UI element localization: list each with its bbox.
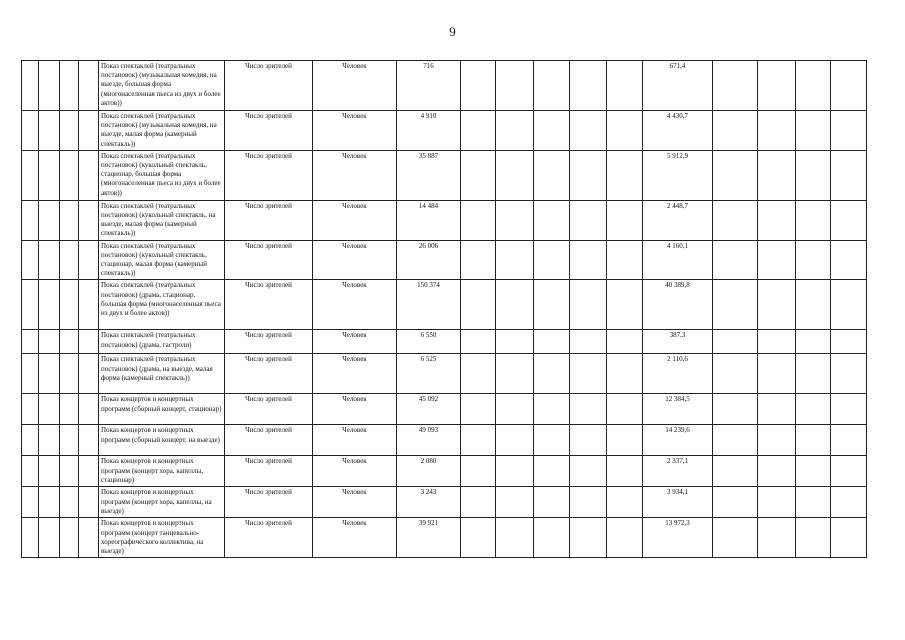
empty-cell <box>713 111 758 151</box>
service-name-cell: Показ концертов и концертных программ (сборный концерт, на выезде) <box>99 425 225 456</box>
empty-cell <box>831 425 867 456</box>
amount-cell: 5 912,9 <box>643 150 713 200</box>
volume-cell: 2 080 <box>397 456 461 487</box>
empty-cell <box>758 487 796 518</box>
unit-cell: Человек <box>313 354 397 394</box>
empty-cell <box>570 425 607 456</box>
table-row <box>22 518 867 558</box>
empty-cell <box>39 354 60 394</box>
empty-cell <box>796 456 831 487</box>
empty-cell <box>461 456 496 487</box>
empty-cell <box>758 394 796 425</box>
empty-cell <box>570 394 607 425</box>
service-name-cell: Показ спектаклей (театральных постановок) (драма, на выезде, малая форма (камерный спектакль)) <box>99 354 225 394</box>
empty-cell <box>831 61 867 111</box>
table-row <box>22 200 867 240</box>
unit-cell: Человек <box>313 330 397 354</box>
empty-cell <box>758 111 796 151</box>
empty-cell <box>60 518 79 558</box>
amount-cell: 4 430,7 <box>643 111 713 151</box>
empty-cell <box>758 518 796 558</box>
empty-cell <box>39 111 60 151</box>
empty-cell <box>461 61 496 111</box>
empty-cell <box>570 111 607 151</box>
empty-cell <box>39 487 60 518</box>
empty-cell <box>461 425 496 456</box>
empty-cell <box>39 456 60 487</box>
empty-cell <box>79 200 99 240</box>
empty-cell <box>570 61 607 111</box>
empty-cell <box>607 150 643 200</box>
empty-cell <box>796 61 831 111</box>
empty-cell <box>713 150 758 200</box>
empty-cell <box>796 425 831 456</box>
amount-cell: 14 239,6 <box>643 425 713 456</box>
empty-cell <box>534 280 570 330</box>
empty-cell <box>534 394 570 425</box>
indicator-cell: Число зрителей <box>225 425 313 456</box>
empty-cell <box>796 487 831 518</box>
unit-cell: Человек <box>313 280 397 330</box>
empty-cell <box>796 240 831 280</box>
empty-cell <box>496 425 534 456</box>
amount-cell: 40 389,8 <box>643 280 713 330</box>
unit-cell: Человек <box>313 61 397 111</box>
amount-cell: 2 337,1 <box>643 456 713 487</box>
empty-cell <box>496 111 534 151</box>
service-name-cell: Показ спектаклей (театральных постановок) (драма, гастроли) <box>99 330 225 354</box>
empty-cell <box>796 111 831 151</box>
amount-cell: 12 384,5 <box>643 394 713 425</box>
empty-cell <box>607 330 643 354</box>
empty-cell <box>39 61 60 111</box>
empty-cell <box>79 354 99 394</box>
empty-cell <box>60 354 79 394</box>
table-row <box>22 394 867 425</box>
empty-cell <box>22 280 39 330</box>
volume-cell: 4 910 <box>397 111 461 151</box>
empty-cell <box>758 61 796 111</box>
empty-cell <box>831 330 867 354</box>
indicator-cell: Число зрителей <box>225 518 313 558</box>
amount-cell: 13 972,3 <box>643 518 713 558</box>
empty-cell <box>60 61 79 111</box>
empty-cell <box>713 280 758 330</box>
unit-cell: Человек <box>313 394 397 425</box>
empty-cell <box>796 518 831 558</box>
empty-cell <box>607 280 643 330</box>
empty-cell <box>60 394 79 425</box>
service-name-cell: Показ спектаклей (театральных постановок) (музыкальная комедия, на выезде, большая форма (многонаселенная пьеса из двух и более актов)) <box>99 61 225 111</box>
amount-cell: 2 110,6 <box>643 354 713 394</box>
empty-cell <box>60 487 79 518</box>
service-name-cell: Показ спектаклей (театральных постановок) (кукольный спектакль, стационар, большая форма (многонаселенная пьеса из двух и более актов)) <box>99 150 225 200</box>
empty-cell <box>713 456 758 487</box>
empty-cell <box>796 354 831 394</box>
empty-cell <box>607 518 643 558</box>
empty-cell <box>79 330 99 354</box>
volume-cell: 6 550 <box>397 330 461 354</box>
empty-cell <box>607 425 643 456</box>
empty-cell <box>22 518 39 558</box>
empty-cell <box>79 456 99 487</box>
empty-cell <box>607 456 643 487</box>
indicator-cell: Число зрителей <box>225 354 313 394</box>
amount-cell: 4 160,1 <box>643 240 713 280</box>
empty-cell <box>79 240 99 280</box>
empty-cell <box>570 200 607 240</box>
empty-cell <box>831 280 867 330</box>
empty-cell <box>607 200 643 240</box>
services-table <box>21 60 867 558</box>
empty-cell <box>796 330 831 354</box>
service-name-cell: Показ концертов и концертных программ (сборный концерт, стационар) <box>99 394 225 425</box>
empty-cell <box>570 354 607 394</box>
empty-cell <box>60 200 79 240</box>
table-row <box>22 330 867 354</box>
empty-cell <box>534 240 570 280</box>
amount-cell: 671,4 <box>643 61 713 111</box>
empty-cell <box>39 394 60 425</box>
volume-cell: 150 374 <box>397 280 461 330</box>
table-body <box>22 61 867 558</box>
empty-cell <box>22 394 39 425</box>
page-number: 9 <box>449 24 456 39</box>
empty-cell <box>461 354 496 394</box>
unit-cell: Человек <box>313 200 397 240</box>
empty-cell <box>496 330 534 354</box>
empty-cell <box>831 456 867 487</box>
empty-cell <box>607 394 643 425</box>
empty-cell <box>796 394 831 425</box>
empty-cell <box>39 425 60 456</box>
empty-cell <box>461 487 496 518</box>
table-row <box>22 150 867 200</box>
empty-cell <box>22 330 39 354</box>
empty-cell <box>22 61 39 111</box>
amount-cell: 3 934,1 <box>643 487 713 518</box>
empty-cell <box>39 518 60 558</box>
indicator-cell: Число зрителей <box>225 280 313 330</box>
empty-cell <box>758 280 796 330</box>
amount-cell: 2 448,7 <box>643 200 713 240</box>
empty-cell <box>79 150 99 200</box>
indicator-cell: Число зрителей <box>225 487 313 518</box>
empty-cell <box>496 518 534 558</box>
empty-cell <box>461 150 496 200</box>
indicator-cell: Число зрителей <box>225 456 313 487</box>
unit-cell: Человек <box>313 425 397 456</box>
amount-cell: 387,3 <box>643 330 713 354</box>
empty-cell <box>607 111 643 151</box>
empty-cell <box>534 150 570 200</box>
empty-cell <box>461 280 496 330</box>
indicator-cell: Число зрителей <box>225 330 313 354</box>
empty-cell <box>79 61 99 111</box>
empty-cell <box>22 487 39 518</box>
empty-cell <box>60 111 79 151</box>
empty-cell <box>713 425 758 456</box>
empty-cell <box>461 518 496 558</box>
empty-cell <box>796 150 831 200</box>
empty-cell <box>570 280 607 330</box>
empty-cell <box>534 354 570 394</box>
table-row <box>22 456 867 487</box>
empty-cell <box>22 240 39 280</box>
empty-cell <box>22 456 39 487</box>
empty-cell <box>570 240 607 280</box>
unit-cell: Человек <box>313 150 397 200</box>
volume-cell: 14 484 <box>397 200 461 240</box>
volume-cell: 39 921 <box>397 518 461 558</box>
table-row <box>22 425 867 456</box>
empty-cell <box>461 240 496 280</box>
empty-cell <box>758 456 796 487</box>
volume-cell: 716 <box>397 61 461 111</box>
empty-cell <box>534 456 570 487</box>
empty-cell <box>534 518 570 558</box>
indicator-cell: Число зрителей <box>225 150 313 200</box>
empty-cell <box>22 111 39 151</box>
empty-cell <box>570 330 607 354</box>
empty-cell <box>831 394 867 425</box>
empty-cell <box>796 280 831 330</box>
empty-cell <box>22 354 39 394</box>
empty-cell <box>60 330 79 354</box>
empty-cell <box>758 150 796 200</box>
empty-cell <box>713 61 758 111</box>
unit-cell: Человек <box>313 518 397 558</box>
service-name-cell: Показ спектаклей (театральных постановок) (кукольный спектакль, на выезде, малая форма (камерный спектакль)) <box>99 200 225 240</box>
empty-cell <box>713 354 758 394</box>
volume-cell: 45 092 <box>397 394 461 425</box>
empty-cell <box>39 240 60 280</box>
empty-cell <box>496 150 534 200</box>
empty-cell <box>758 200 796 240</box>
empty-cell <box>607 354 643 394</box>
empty-cell <box>461 111 496 151</box>
empty-cell <box>79 518 99 558</box>
service-name-cell: Показ спектаклей (театральных постановок) (музыкальная комедия, на выезде, малая форма (камерный спектакль)) <box>99 111 225 151</box>
empty-cell <box>496 240 534 280</box>
empty-cell <box>79 487 99 518</box>
table-row <box>22 111 867 151</box>
empty-cell <box>496 456 534 487</box>
empty-cell <box>534 200 570 240</box>
empty-cell <box>796 200 831 240</box>
volume-cell: 26 006 <box>397 240 461 280</box>
empty-cell <box>39 280 60 330</box>
empty-cell <box>60 280 79 330</box>
empty-cell <box>570 150 607 200</box>
table-row <box>22 487 867 518</box>
indicator-cell: Число зрителей <box>225 240 313 280</box>
empty-cell <box>831 354 867 394</box>
empty-cell <box>22 150 39 200</box>
empty-cell <box>60 150 79 200</box>
empty-cell <box>570 456 607 487</box>
empty-cell <box>570 487 607 518</box>
empty-cell <box>713 487 758 518</box>
empty-cell <box>758 330 796 354</box>
empty-cell <box>22 425 39 456</box>
empty-cell <box>496 61 534 111</box>
volume-cell: 49 093 <box>397 425 461 456</box>
table-row <box>22 61 867 111</box>
unit-cell: Человек <box>313 111 397 151</box>
empty-cell <box>713 200 758 240</box>
empty-cell <box>713 240 758 280</box>
empty-cell <box>831 240 867 280</box>
empty-cell <box>534 425 570 456</box>
empty-cell <box>39 150 60 200</box>
empty-cell <box>60 240 79 280</box>
unit-cell: Человек <box>313 456 397 487</box>
empty-cell <box>758 354 796 394</box>
empty-cell <box>39 330 60 354</box>
empty-cell <box>79 394 99 425</box>
empty-cell <box>831 111 867 151</box>
empty-cell <box>22 200 39 240</box>
empty-cell <box>607 61 643 111</box>
service-name-cell: Показ концертов и концертных программ (концерт хора, капеллы, на выезде) <box>99 487 225 518</box>
service-name-cell: Показ концертов и концертных программ (концерт танцевально-хореографического коллектива, на выезде) <box>99 518 225 558</box>
empty-cell <box>713 394 758 425</box>
empty-cell <box>831 200 867 240</box>
empty-cell <box>534 330 570 354</box>
empty-cell <box>60 425 79 456</box>
volume-cell: 35 887 <box>397 150 461 200</box>
empty-cell <box>713 330 758 354</box>
empty-cell <box>831 518 867 558</box>
empty-cell <box>39 200 60 240</box>
indicator-cell: Число зрителей <box>225 394 313 425</box>
empty-cell <box>60 456 79 487</box>
unit-cell: Человек <box>313 240 397 280</box>
empty-cell <box>496 200 534 240</box>
unit-cell: Человек <box>313 487 397 518</box>
empty-cell <box>496 394 534 425</box>
empty-cell <box>79 280 99 330</box>
table-row <box>22 354 867 394</box>
empty-cell <box>607 240 643 280</box>
empty-cell <box>831 150 867 200</box>
indicator-cell: Число зрителей <box>225 200 313 240</box>
table-row <box>22 240 867 280</box>
indicator-cell: Число зрителей <box>225 61 313 111</box>
volume-cell: 6 525 <box>397 354 461 394</box>
empty-cell <box>534 61 570 111</box>
empty-cell <box>758 425 796 456</box>
empty-cell <box>496 280 534 330</box>
indicator-cell: Число зрителей <box>225 111 313 151</box>
empty-cell <box>534 111 570 151</box>
empty-cell <box>496 354 534 394</box>
empty-cell <box>496 487 534 518</box>
empty-cell <box>79 111 99 151</box>
empty-cell <box>831 487 867 518</box>
empty-cell <box>607 487 643 518</box>
empty-cell <box>461 200 496 240</box>
empty-cell <box>758 240 796 280</box>
empty-cell <box>713 518 758 558</box>
empty-cell <box>461 330 496 354</box>
service-name-cell: Показ концертов и концертных программ (концерт хора, капеллы, стационар) <box>99 456 225 487</box>
service-name-cell: Показ спектаклей (театральных постановок) (кукольный спектакль, стационар, малая форма (камерный спектакль)) <box>99 240 225 280</box>
empty-cell <box>79 425 99 456</box>
service-name-cell: Показ спектаклей (театральных постановок) (драма, стационар, большая форма (многонаселенная пьеса из двух и более актов)) <box>99 280 225 330</box>
empty-cell <box>570 518 607 558</box>
volume-cell: 3 243 <box>397 487 461 518</box>
empty-cell <box>461 394 496 425</box>
empty-cell <box>534 487 570 518</box>
table-row <box>22 280 867 330</box>
